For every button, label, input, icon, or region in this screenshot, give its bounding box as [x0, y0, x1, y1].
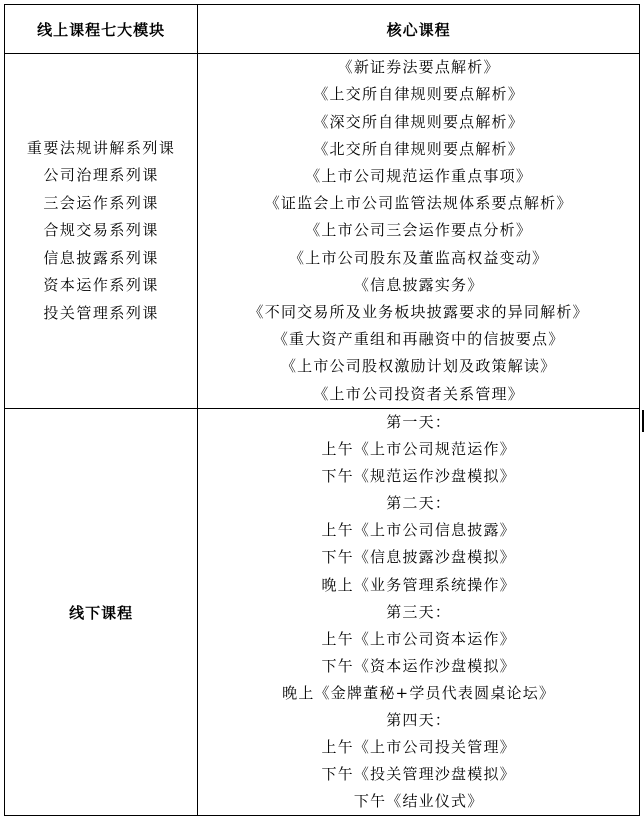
online-course-row: [5, 54, 640, 409]
schedule-day-heading: 第一天：: [386, 413, 452, 431]
module-item: 合规交易系列课: [43, 221, 159, 240]
header-core-courses: 核心课程: [198, 5, 640, 54]
schedule-item: 上午《上市公司投关管理》: [321, 738, 516, 757]
online-courses-cell: [198, 54, 640, 409]
module-item: 信息披露系列课: [43, 248, 159, 267]
schedule-item: 下午《资本运作沙盘模拟》: [321, 656, 516, 675]
course-item: 《深交所自律规则要点解析》: [313, 112, 524, 131]
course-table: [4, 4, 640, 816]
schedule-item: 上午《上市公司资本运作》: [321, 629, 516, 648]
offline-course-row: [5, 409, 640, 816]
course-item: 《上市公司股东及董监高权益变动》: [289, 248, 549, 267]
course-item: 《新证券法要点解析》: [337, 58, 500, 77]
course-item: 《上交所自律规则要点解析》: [313, 85, 524, 104]
course-item: 《重大资产重组和再融资中的信披要点》: [272, 330, 565, 349]
schedule-item: 下午《规范运作沙盘模拟》: [321, 467, 516, 486]
online-modules-cell: [5, 54, 198, 409]
schedule-item: 晚上《业务管理系统操作》: [321, 575, 516, 594]
schedule-day-heading: 第四天：: [386, 711, 452, 730]
schedule-item: 上午《上市公司信息披露》: [321, 521, 516, 540]
schedule-day-heading: 第三天：: [386, 602, 452, 621]
course-document: [4, 4, 640, 818]
schedule-item: 下午《结业仪式》: [353, 792, 484, 811]
module-item: 资本运作系列课: [43, 276, 159, 295]
module-item: 公司治理系列课: [43, 166, 159, 185]
schedule-item: 上午《上市公司规范运作》: [321, 440, 516, 459]
course-item: 《北交所自律规则要点解析》: [313, 139, 524, 158]
module-item: 投关管理系列课: [43, 303, 159, 322]
schedule-item: 下午《信息披露沙盘模拟》: [321, 548, 516, 567]
course-item: 《不同交易所及业务板块披露要求的异同解析》: [248, 303, 589, 321]
course-item: 《信息披露实务》: [353, 275, 484, 294]
module-item: 三会运作系列课: [43, 193, 159, 212]
schedule-item: 下午《投关管理沙盘模拟》: [321, 765, 516, 784]
course-item: 《上市公司股权激励计划及政策解读》: [280, 357, 557, 376]
course-item: 《上市公司三会运作要点分析》: [305, 221, 533, 240]
schedule-item: 晚上《金牌董秘+学员代表圆桌论坛》: [282, 683, 556, 702]
module-list: [27, 135, 176, 327]
course-item: 《上市公司规范运作重点事项》: [305, 166, 533, 185]
schedule-day-heading: 第二天：: [386, 494, 452, 513]
offline-course-label: 线下课程: [5, 409, 198, 816]
table-header-row: [5, 5, 640, 54]
course-item: 《上市公司投资者关系管理》: [313, 384, 524, 403]
offline-schedule-cell: [198, 409, 640, 816]
course-item: 《证监会上市公司监管法规体系要点解析》: [264, 194, 573, 213]
header-online-modules: 线上课程七大模块: [5, 5, 198, 54]
module-item: 重要法规讲解系列课: [26, 139, 176, 158]
